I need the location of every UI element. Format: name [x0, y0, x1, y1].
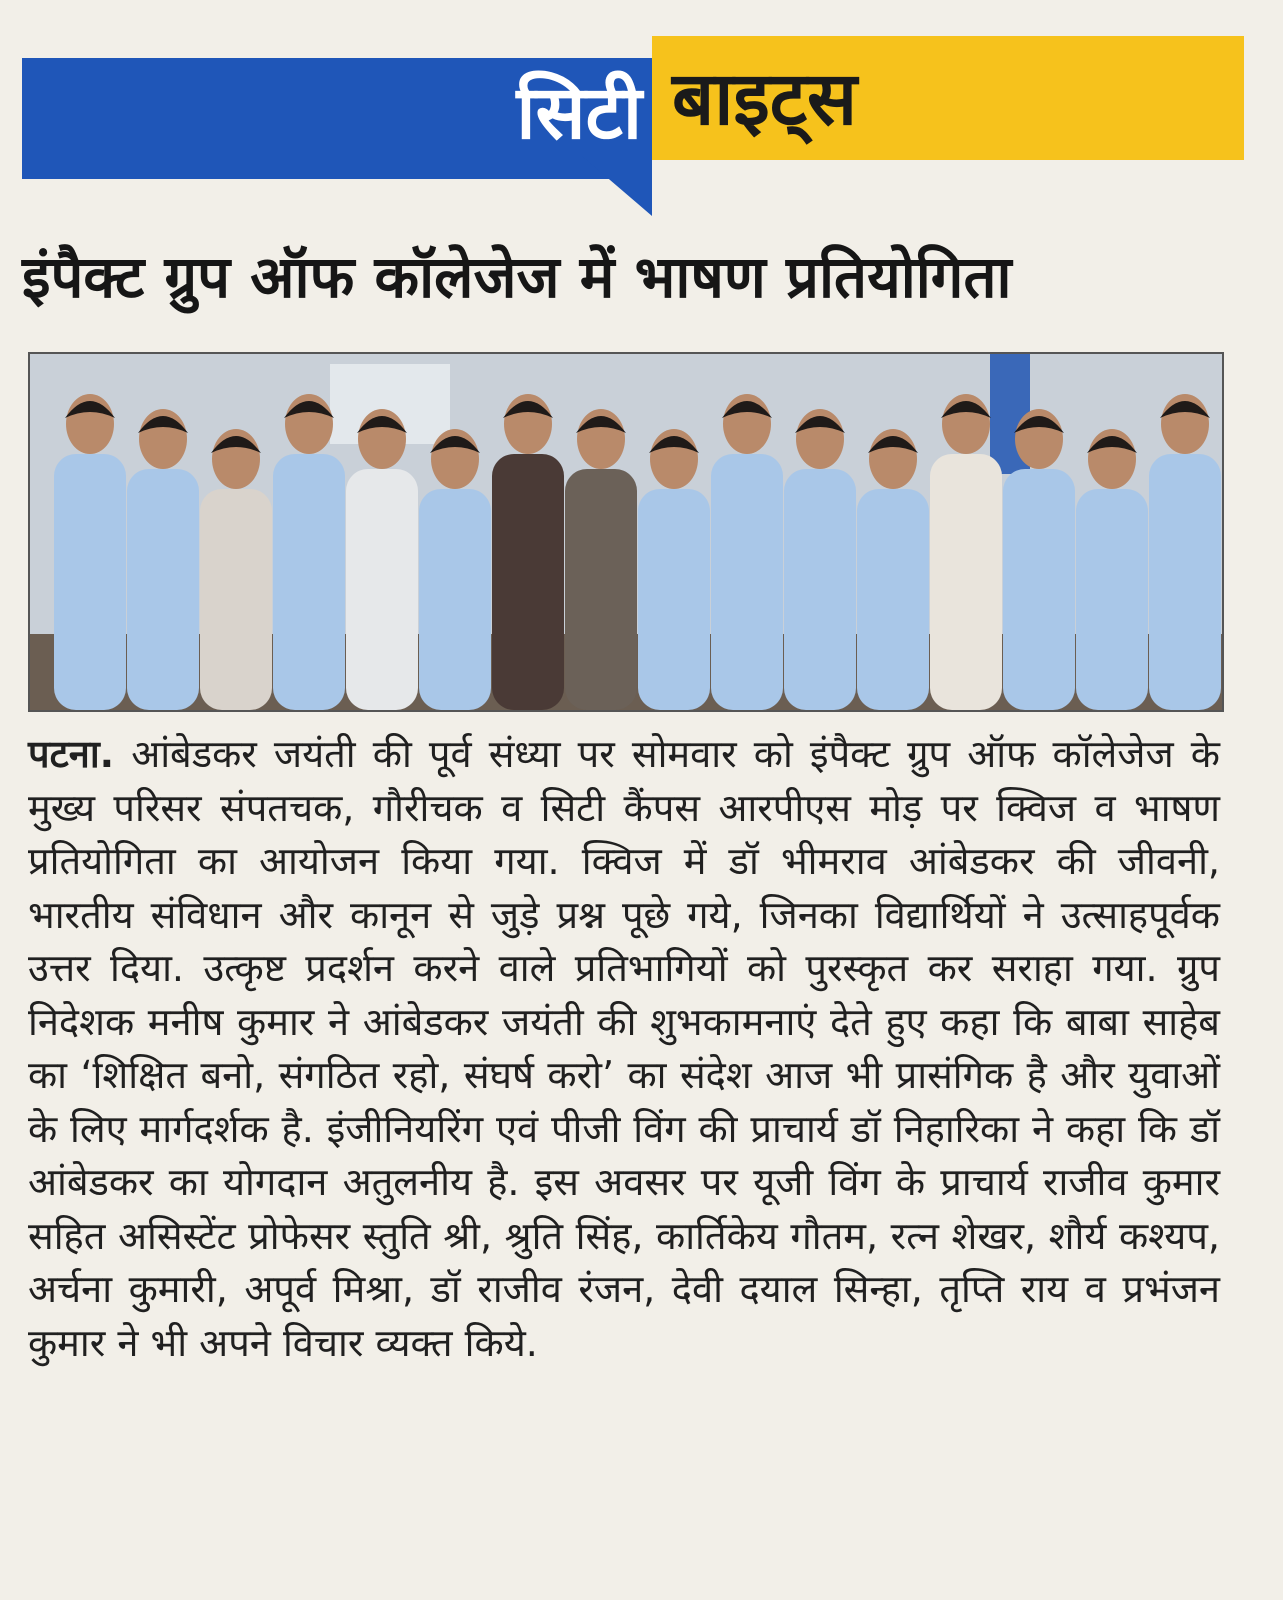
person-body	[200, 489, 272, 710]
headline: इंपैक्ट ग्रुप ऑफ कॉलेजेज में भाषण प्रतियोगिता	[22, 243, 1012, 311]
person-body	[54, 454, 126, 710]
person-body	[711, 454, 783, 710]
group-photo-icon	[28, 352, 1224, 712]
person-body	[565, 469, 637, 710]
article-text: आंबेडकर जयंती की पूर्व संध्या पर सोमवार को इंपैक्ट ग्रुप ऑफ कॉलेजेज के मुख्य परिसर संपतचक, गौरीचक व सिटी कैंपस आरपीएस मोड़ पर क्विज व भाषण प्रतियोगिता का आयोजन किया गया. क्विज में डॉ भीमराव आंबेडकर की जीवनी, भारतीय संविधान और कानून से जुड़े प्रश्न पूछे गये, जिनका विद्यार्थियों ने उत्साहपूर्वक उत्तर दिया. उत्कृष्ट प्रदर्शन करने वाले प्रतिभागियों को पुरस्कृत कर सराहा गया. ग्रुप निदेशक मनीष कुमार ने आंबेडकर जयंती की शुभकामनाएं देते हुए कहा कि बाबा साहेब का ‘शिक्षित बनो, संगठित रहो, संघर्ष करो’ का संदेश आज भी प्रासंगिक है और युवाओं के लिए मार्गदर्शक है. इंजीनियरिंग एवं पीजी विंग की प्राचार्य डॉ निहारिका ने कहा कि डॉ आंबेडकर का योगदान अतुलनीय है. इस अवसर पर यूजी विंग के प्राचार्य राजीव कुमार सहित असिस्टेंट प्रोफेसर स्तुति श्री, श्रुति सिंह, कार्तिकेय गौतम, रत्न शेखर, शौर्य कश्यप, अर्चना कुमारी, अपूर्व मिश्रा, डॉ राजीव रंजन, देवी दयाल सिन्हा, तृप्ति राय व प्रभंजन कुमार ने भी अपने विचार व्यक्त किये.	[28, 732, 1220, 1365]
person-body	[346, 469, 418, 710]
person-body	[1076, 489, 1148, 710]
person-body	[492, 454, 564, 710]
person-body	[419, 489, 491, 710]
banner-left-label: सिटी	[516, 70, 642, 156]
person-body	[638, 489, 710, 710]
person-body	[1149, 454, 1221, 710]
person-body	[1003, 469, 1075, 710]
article-dateline: पटना.	[28, 732, 115, 776]
person-body	[930, 454, 1002, 710]
banner-right-label: बाइट्स	[672, 56, 858, 142]
article-body	[28, 728, 1220, 1370]
person-body	[127, 469, 199, 710]
person-body	[273, 454, 345, 710]
person-body	[784, 469, 856, 710]
section-banner	[22, 36, 1244, 179]
person-body	[857, 489, 929, 710]
